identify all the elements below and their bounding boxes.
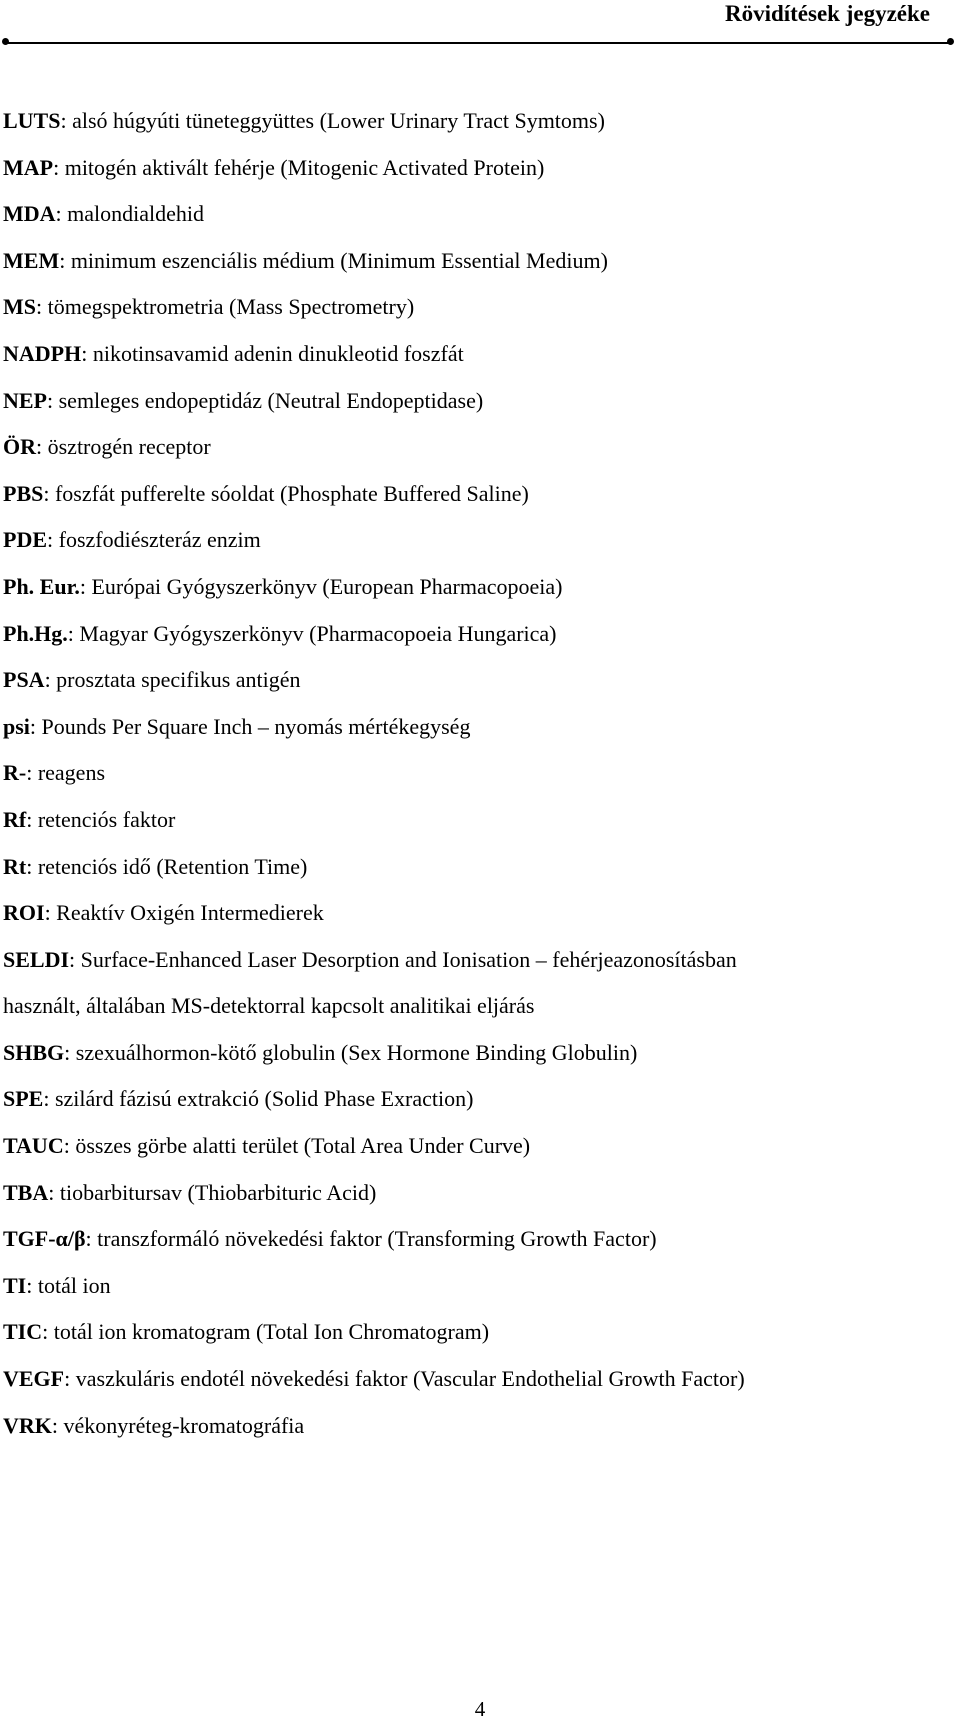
- abbreviation-term: VRK: [3, 1412, 52, 1438]
- abbreviation-term: VEGF: [3, 1366, 65, 1392]
- abbreviation-term: SPE: [3, 1086, 44, 1112]
- abbreviation-term: R-: [3, 760, 27, 786]
- abbreviation-term: SHBG: [3, 1039, 65, 1065]
- abbreviation-definition: : mitogén aktivált fehérje (Mitogenic Activated Protein): [53, 154, 545, 180]
- abbreviation-entry: [3, 994, 948, 1018]
- abbreviation-definition: : Pounds Per Square Inch – nyomás mértékegység: [29, 713, 471, 739]
- abbreviation-definition: : alsó húgyúti tüneteggyüttes (Lower Urinary Tract Symtoms): [60, 108, 605, 133]
- abbreviation-definition: : reagens: [26, 760, 106, 786]
- abbreviation-term: Ph. Eur.: [3, 573, 80, 599]
- abbreviation-term: ÖR: [3, 434, 36, 460]
- abbreviation-entry: [3, 1367, 948, 1391]
- abbreviation-entry: [3, 528, 948, 552]
- abbreviation-term: Ph.Hg.: [3, 620, 68, 646]
- abbreviation-term: PSA: [3, 667, 45, 693]
- abbreviation-definition: : tiobarbitursav (Thiobarbituric Acid): [48, 1179, 377, 1205]
- abbreviation-definition: : foszfodiészteráz enzim: [47, 527, 261, 553]
- header-rule: [4, 42, 952, 44]
- abbreviation-term: PDE: [3, 527, 47, 553]
- abbreviation-definition: : malondialdehid: [55, 201, 205, 227]
- abbreviation-definition: : nikotinsavamid adenin dinukleotid foszfát: [81, 340, 464, 366]
- abbreviation-term: psi: [3, 713, 30, 739]
- abbreviation-entry: [3, 668, 948, 692]
- abbreviation-definition: : totál ion: [26, 1272, 111, 1298]
- abbreviation-definition: : tömegspektrometria (Mass Spectrometry): [36, 294, 415, 320]
- abbreviation-term: TI: [3, 1272, 27, 1298]
- abbreviation-definition: : összes görbe alatti terület (Total Area Under Curve): [63, 1133, 531, 1159]
- abbreviation-entry: [3, 435, 948, 459]
- abbreviation-term: TAUC: [3, 1133, 64, 1159]
- abbreviation-definition: : Európai Gyógyszerkönyv (European Pharmacopoeia): [79, 573, 563, 599]
- abbreviation-definition: : retenciós idő (Retention Time): [26, 853, 308, 879]
- abbreviation-entry: [3, 948, 948, 972]
- abbreviation-entry: [3, 808, 948, 832]
- abbreviation-definition: : vaszkuláris endotél növekedési faktor (Vascular Endothelial Growth Factor): [64, 1366, 745, 1392]
- abbreviation-term: MDA: [3, 201, 56, 227]
- abbreviation-definition: : szilárd fázisú extrakció (Solid Phase Exraction): [43, 1086, 474, 1112]
- abbreviation-term: MEM: [3, 247, 60, 273]
- abbreviation-entry: [3, 156, 948, 180]
- abbreviation-definition: : Surface-Enhanced Laser Desorption and Ionisation – fehérjeazonosításban: [69, 946, 737, 972]
- abbreviation-definition: : vékonyréteg-kromatográfia: [51, 1412, 305, 1438]
- abbreviation-definition: : totál ion kromatogram (Total Ion Chromatogram): [42, 1319, 490, 1345]
- abbreviation-term: LUTS: [3, 108, 61, 133]
- abbreviation-entry: [3, 1087, 948, 1111]
- abbreviation-entry: [3, 1181, 948, 1205]
- abbreviation-entry: [3, 1274, 948, 1298]
- abbreviation-entry: [3, 1320, 948, 1344]
- abbreviation-definition: : foszfát pufferelte sóoldat (Phosphate Buffered Saline): [43, 480, 529, 506]
- abbreviation-term: NADPH: [3, 340, 82, 366]
- abbreviation-definition: : retenciós faktor: [26, 806, 176, 832]
- abbreviation-term: PBS: [3, 480, 44, 506]
- abbreviation-entry: [3, 389, 948, 413]
- abbreviation-definition: : transzformáló növekedési faktor (Transforming Growth Factor): [85, 1226, 657, 1252]
- header-rule-left-dot: [2, 38, 9, 45]
- abbreviation-entry: [3, 1414, 948, 1438]
- abbreviation-definition: : semleges endopeptidáz (Neutral Endopeptidase): [47, 387, 484, 413]
- abbreviation-definition: : szexuálhormon-kötő globulin (Sex Hormone Binding Globulin): [64, 1039, 638, 1065]
- abbreviation-term: TIC: [3, 1319, 43, 1345]
- abbreviation-entry: [3, 109, 948, 133]
- abbreviation-term: SELDI: [3, 946, 70, 972]
- abbreviation-term: Rf: [3, 806, 27, 832]
- abbreviation-term: MAP: [3, 154, 54, 180]
- abbreviation-term: MS: [3, 294, 36, 320]
- abbreviation-entry: [3, 482, 948, 506]
- abbreviation-entry: [3, 342, 948, 366]
- abbreviation-list: [3, 109, 948, 1460]
- abbreviation-entry: [3, 202, 948, 226]
- abbreviation-entry: [3, 575, 948, 599]
- abbreviation-definition: : ösztrogén receptor: [36, 434, 211, 460]
- abbreviation-term: Rt: [3, 853, 27, 879]
- header-rule-right-dot: [947, 38, 954, 45]
- abbreviation-entry: [3, 1041, 948, 1065]
- abbreviation-definition: : Reaktív Oxigén Intermedierek: [44, 900, 324, 926]
- header-title: Rövidítések jegyzéke: [724, 1, 930, 26]
- abbreviation-entry: [3, 622, 948, 646]
- abbreviation-term: ROI: [3, 900, 45, 926]
- abbreviation-definition: : prosztata specifikus antigén: [44, 667, 301, 693]
- abbreviation-entry: [3, 249, 948, 273]
- abbreviation-term: TBA: [3, 1179, 49, 1205]
- page-number: 4: [474, 1697, 486, 1721]
- abbreviation-definition: : minimum eszenciális médium (Minimum Essential Medium): [59, 247, 608, 273]
- abbreviation-definition: használt, általában MS-detektorral kapcsolt analitikai eljárás: [3, 993, 535, 1019]
- abbreviation-definition: : Magyar Gyógyszerkönyv (Pharmacopoeia Hungarica): [67, 620, 557, 646]
- abbreviation-entry: [3, 855, 948, 879]
- abbreviation-entry: [3, 295, 948, 319]
- abbreviation-term: NEP: [3, 387, 47, 413]
- abbreviation-entry: [3, 761, 948, 785]
- abbreviation-entry: [3, 715, 948, 739]
- abbreviation-entry: [3, 901, 948, 925]
- abbreviation-entry: [3, 1134, 948, 1158]
- abbreviation-entry: [3, 1227, 948, 1251]
- abbreviation-term: TGF-α/β: [3, 1226, 86, 1252]
